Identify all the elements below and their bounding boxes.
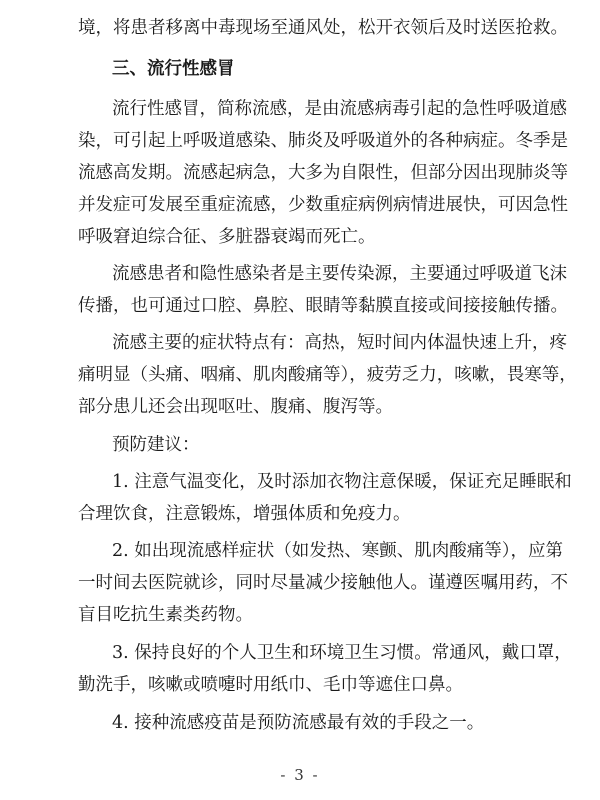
paragraph-line: 痛明显（头痛、咽痛、肌肉酸痛等），疲劳乏力，咳嗽，畏寒等， bbox=[78, 365, 577, 385]
paragraph-line: 勤洗手，咳嗽或喷嚏时用纸巾、毛巾等遮住口鼻。 bbox=[78, 675, 463, 695]
paragraph-line: 流感高发期。流感起病急，大多为自限性，但部分因出现肺炎等 bbox=[78, 163, 568, 183]
paragraph-line: 部分患儿还会出现呕吐、腹痛、腹泻等。 bbox=[78, 397, 393, 417]
paragraph-line: 呼吸窘迫综合征、多脏器衰竭而死亡。 bbox=[78, 227, 376, 247]
paragraph-line: 4. 接种流感疫苗是预防流感最有效的手段之一。 bbox=[112, 713, 485, 733]
paragraph-line: 预防建议： bbox=[112, 435, 200, 455]
page-number: - 3 - bbox=[280, 766, 320, 784]
paragraph-line: 境，将患者移离中毒现场至通风处，松开衣领后及时送医抢救。 bbox=[78, 18, 568, 38]
paragraph-line: 染，可引起上呼吸道感染、肺炎及呼吸道外的各种病症。冬季是 bbox=[78, 131, 568, 151]
section-heading: 三、流行性感冒 bbox=[112, 59, 235, 79]
paragraph-line: 1. 注意气温变化，及时添加衣物注意保暖，保证充足睡眠和 bbox=[112, 472, 572, 492]
paragraph-line: 流感主要的症状特点有：高热，短时间内体温快速上升，疼 bbox=[112, 333, 567, 353]
paragraph-line: 流行性感冒，简称流感，是由流感病毒引起的急性呼吸道感 bbox=[112, 99, 567, 119]
paragraph-line: 传播，也可通过口腔、鼻腔、眼睛等黏膜直接或间接接触传播。 bbox=[78, 296, 568, 316]
paragraph-line: 一时间去医院就诊，同时尽量减少接触他人。谨遵医嘱用药，不 bbox=[78, 573, 568, 593]
paragraph-line: 合理饮食，注意锻炼，增强体质和免疫力。 bbox=[78, 504, 411, 524]
paragraph-line: 流感患者和隐性感染者是主要传染源，主要通过呼吸道飞沫 bbox=[112, 264, 567, 284]
paragraph-line: 并发症可发展至重症流感，少数重症病例病情进展快，可因急性 bbox=[78, 195, 568, 215]
paragraph-line: 3. 保持良好的个人卫生和环境卫生习惯。常通风，戴口罩， bbox=[112, 643, 572, 663]
paragraph-line: 盲目吃抗生素类药物。 bbox=[78, 605, 253, 625]
paragraph-line: 2. 如出现流感样症状（如发热、寒颤、肌肉酸痛等），应第 bbox=[112, 541, 564, 561]
